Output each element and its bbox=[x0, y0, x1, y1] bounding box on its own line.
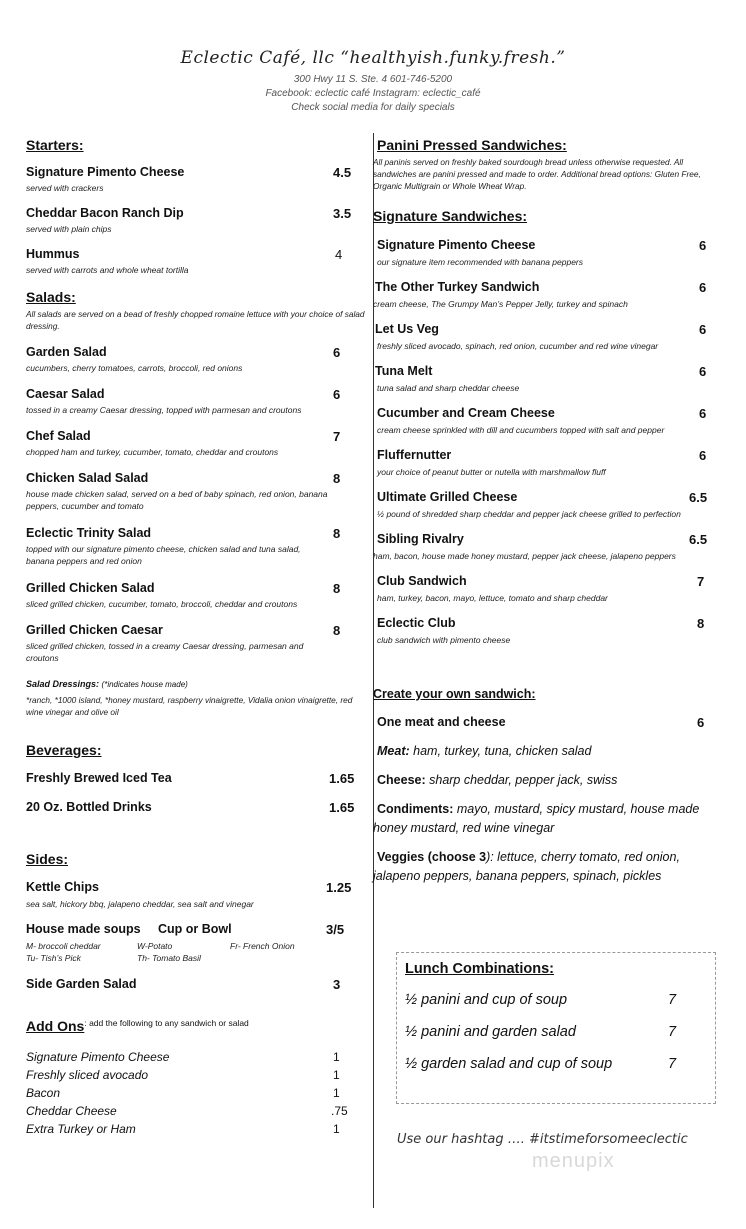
menu-item-desc: your choice of peanut butter or nutella with marshmallow fluff bbox=[377, 467, 606, 477]
menu-item-price: 6.5 bbox=[689, 490, 708, 505]
menu-item-desc: freshly sliced avocado, spinach, red onion, cucumber and red wine vinegar bbox=[377, 341, 659, 351]
addon-price: 1 bbox=[333, 1050, 340, 1064]
menu-item-price: 8 bbox=[333, 471, 341, 486]
cheese-label: Cheese: bbox=[377, 773, 426, 787]
menu-item-price: 6 bbox=[699, 448, 707, 463]
side-price: 3/5 bbox=[326, 922, 345, 937]
addon-price: .75 bbox=[331, 1104, 348, 1118]
signature-heading: Signature Sandwiches: bbox=[373, 208, 528, 224]
beverages-heading: Beverages: bbox=[26, 742, 102, 758]
beverage-price: 1.65 bbox=[329, 771, 355, 786]
meat-label: Meat: bbox=[377, 744, 410, 758]
menu-item-name: Eclectic Club bbox=[377, 616, 456, 630]
menu-item-price: 6 bbox=[333, 345, 341, 360]
side-price: 1.25 bbox=[326, 880, 352, 895]
addon-name: Signature Pimento Cheese bbox=[26, 1050, 170, 1064]
menu-item-name: Caesar Salad bbox=[26, 387, 105, 401]
menu-item-desc: ham, bacon, house made honey mustard, pepper jack cheese, jalapeno peppers bbox=[373, 551, 676, 561]
veggies-label: Veggies (choose 3 bbox=[377, 850, 487, 864]
addon-name: Extra Turkey or Ham bbox=[26, 1122, 136, 1136]
side-desc: sea salt, hickory bbq, jalapeno cheddar, sea salt and vinegar bbox=[26, 899, 254, 909]
addon-price: 1 bbox=[333, 1086, 340, 1100]
create-cheese bbox=[377, 771, 722, 790]
menu-item-price: 8 bbox=[697, 616, 705, 631]
lunch-item-name: ½ panini and cup of soup bbox=[405, 992, 568, 1008]
create-veggies bbox=[373, 848, 723, 886]
menu-item-name: Fluffernutter bbox=[377, 448, 452, 462]
menu-item-price: 6 bbox=[699, 406, 707, 421]
sides-heading: Sides: bbox=[26, 851, 69, 867]
menu-item-name: Let Us Veg bbox=[375, 322, 439, 336]
hashtag-line: Use our hashtag …. #itstimeforsomeeclectic bbox=[397, 1132, 688, 1147]
menu-item-desc: served with plain chips bbox=[26, 224, 112, 234]
cafe-specials-note: Check social media for daily specials bbox=[291, 102, 455, 113]
lunch-item-price: 7 bbox=[668, 1024, 677, 1040]
side-name: Side Garden Salad bbox=[26, 977, 137, 991]
menu-item-name: Grilled Chicken Caesar bbox=[26, 623, 163, 637]
menu-item-name: Eclectic Trinity Salad bbox=[26, 526, 152, 540]
menu-item-name: Tuna Melt bbox=[375, 364, 433, 378]
menu-item-desc: served with crackers bbox=[26, 183, 104, 193]
menu-item-desc: chopped ham and turkey, cucumber, tomato, cheddar and croutons bbox=[26, 447, 279, 457]
menu-item-desc: tuna salad and sharp cheddar cheese bbox=[377, 383, 520, 393]
menu-item-name: The Other Turkey Sandwich bbox=[375, 280, 540, 294]
menu-item-desc: sliced grilled chicken, tossed in a creamy Caesar dressing, parmesan and croutons bbox=[26, 641, 304, 663]
menu-item-price: 7 bbox=[697, 574, 705, 589]
menu-item-price: 3.5 bbox=[333, 206, 352, 221]
create-meat bbox=[377, 742, 722, 761]
menu-item-desc: cream cheese, The Grumpy Man’s Pepper Jelly, turkey and spinach bbox=[373, 299, 628, 309]
menu-item-name: Signature Pimento Cheese bbox=[377, 238, 536, 252]
side-name: House made soups bbox=[26, 922, 141, 936]
lunch-item-name: ½ garden salad and cup of soup bbox=[405, 1056, 613, 1072]
lunch-item-name: ½ panini and garden salad bbox=[405, 1024, 576, 1040]
menu-item-name: Club Sandwich bbox=[377, 574, 467, 588]
menu-item-desc: cucumbers, cherry tomatoes, carrots, broccoli, red onions bbox=[26, 363, 243, 373]
addon-name: Bacon bbox=[26, 1086, 61, 1100]
menu-item-name: Sibling Rivalry bbox=[377, 532, 464, 546]
menu-item-name: Signature Pimento Cheese bbox=[26, 165, 185, 179]
soup-day: W-Potato bbox=[137, 941, 173, 951]
menu-item-price: 6 bbox=[333, 387, 341, 402]
salads-heading: Salads: bbox=[26, 289, 76, 305]
menu-item-desc: club sandwich with pimento cheese bbox=[377, 635, 511, 645]
beverage-name: 20 Oz. Bottled Drinks bbox=[26, 800, 152, 814]
soup-day: Tu- Tish’s Pick bbox=[26, 953, 81, 963]
menu-item-price: 6 bbox=[699, 280, 707, 295]
menu-item-name: Chef Salad bbox=[26, 429, 91, 443]
cafe-title: Eclectic Café, llc “healthyish.funky.fresh.” bbox=[180, 48, 566, 68]
soup-size: Cup or Bowl bbox=[158, 922, 232, 936]
salads-note: All salads are served on a bead of freshly chopped romaine lettuce with your choice of salad dressing. bbox=[26, 309, 365, 331]
addons-note: : add the following to any sandwich or salad bbox=[84, 1018, 249, 1028]
menu-item-price: 6 bbox=[699, 322, 707, 337]
addons-heading: Add Ons bbox=[26, 1018, 85, 1034]
beverage-price: 1.65 bbox=[329, 800, 355, 815]
menu-item-name: Garden Salad bbox=[26, 345, 107, 359]
menu-item-name: Cucumber and Cream Cheese bbox=[377, 406, 555, 420]
panini-heading: Panini Pressed Sandwiches: bbox=[377, 137, 567, 153]
beverage-name: Freshly Brewed Iced Tea bbox=[26, 771, 172, 785]
menupix-watermark: menupix bbox=[532, 1150, 615, 1172]
menu-item-name: Ultimate Grilled Cheese bbox=[377, 490, 518, 504]
cafe-social: Facebook: eclectic café Instagram: eclectic_café bbox=[265, 88, 481, 99]
menu-item-price: 4.5 bbox=[333, 165, 352, 180]
menu-item-price: 7 bbox=[333, 429, 341, 444]
menu-item-desc: ½ pound of shredded sharp cheddar and pepper jack cheese grilled to perfection bbox=[377, 509, 681, 519]
create-item-price: 6 bbox=[697, 715, 705, 730]
soup-day: Th- Tomato Basil bbox=[137, 953, 201, 963]
create-item-name: One meat and cheese bbox=[377, 715, 506, 729]
menu-item-price: 6 bbox=[699, 364, 707, 379]
menu-item-desc: our signature item recommended with banana peppers bbox=[377, 257, 584, 267]
soup-day: Fr- French Onion bbox=[230, 941, 295, 951]
menu-item-name: Chicken Salad Salad bbox=[26, 471, 149, 485]
create-condiments bbox=[373, 800, 723, 838]
panini-note: All paninis served on freshly baked sourdough bread unless otherwise requested. All sandwiches are panini pressed and made to order. Additional bread options: Gluten Free, Organic Multigrain or Whole Wheat Wrap. bbox=[373, 157, 701, 191]
menu-item-desc: cream cheese sprinkled with dill and cucumbers topped with salt and pepper bbox=[377, 425, 665, 435]
menu-item-desc: topped with our signature pimento cheese, chicken salad and tuna salad, banana peppers and red onion bbox=[26, 544, 301, 566]
menu-item-desc: tossed in a creamy Caesar dressing, topped with parmesan and croutons bbox=[26, 405, 302, 415]
soup-day: M- broccoli cheddar bbox=[26, 941, 101, 951]
side-name: Kettle Chips bbox=[26, 880, 99, 894]
dressings-list: *ranch, *1000 island, *honey mustard, raspberry vinaigrette, Vidalia onion vinaigrette, red wine vinegar and olive oil bbox=[26, 695, 353, 717]
column-divider bbox=[373, 133, 374, 1208]
dressings-indicator: (*indicates house made) bbox=[101, 680, 188, 689]
menu-item-price: 6.5 bbox=[689, 532, 708, 547]
menu-item-price: 8 bbox=[333, 526, 341, 541]
veggies-options: ): lettuce, cherry tomato, red onion, jalapeno peppers, banana peppers, spinach, pickles bbox=[373, 850, 680, 883]
menu-item-name: Hummus bbox=[26, 247, 80, 261]
condiments-label: Condiments: bbox=[377, 802, 454, 816]
meat-options: ham, turkey, tuna, chicken salad bbox=[409, 744, 592, 758]
menu-item-price: 8 bbox=[333, 581, 341, 596]
menu-item-desc: house made chicken salad, served on a bed of baby spinach, red onion, banana peppers, cucumber and tomato bbox=[26, 489, 328, 511]
create-heading: Create your own sandwich: bbox=[373, 687, 536, 701]
addon-price: 1 bbox=[333, 1068, 340, 1082]
side-price: 3 bbox=[333, 977, 341, 992]
addon-price: 1 bbox=[333, 1122, 340, 1136]
lunch-heading: Lunch Combinations: bbox=[405, 961, 555, 977]
menu-item-name: Grilled Chicken Salad bbox=[26, 581, 155, 595]
addon-name: Freshly sliced avocado bbox=[26, 1068, 149, 1082]
lunch-item-price: 7 bbox=[668, 992, 677, 1008]
cheese-options: sharp cheddar, pepper jack, swiss bbox=[425, 773, 618, 787]
menu-item-desc: served with carrots and whole wheat tortilla bbox=[26, 265, 189, 275]
menu-item-price: 4 bbox=[335, 247, 343, 262]
dressings-label: Salad Dressings: bbox=[26, 679, 100, 689]
addon-name: Cheddar Cheese bbox=[26, 1104, 117, 1118]
starters-heading: Starters: bbox=[26, 137, 84, 153]
condiments-options: mayo, mustard, spicy mustard, house made honey mustard, red wine vinegar bbox=[373, 802, 700, 835]
cafe-address: 300 Hwy 11 S. Ste. 4 601-746-5200 bbox=[293, 74, 453, 85]
menu-item-desc: ham, turkey, bacon, mayo, lettuce, tomato and sharp cheddar bbox=[377, 593, 608, 603]
menu-item-price: 6 bbox=[699, 238, 707, 253]
lunch-item-price: 7 bbox=[668, 1056, 677, 1072]
menu-item-desc: sliced grilled chicken, cucumber, tomato, broccoli, cheddar and croutons bbox=[26, 599, 298, 609]
menu-item-name: Cheddar Bacon Ranch Dip bbox=[26, 206, 184, 220]
menu-item-price: 8 bbox=[333, 623, 341, 638]
